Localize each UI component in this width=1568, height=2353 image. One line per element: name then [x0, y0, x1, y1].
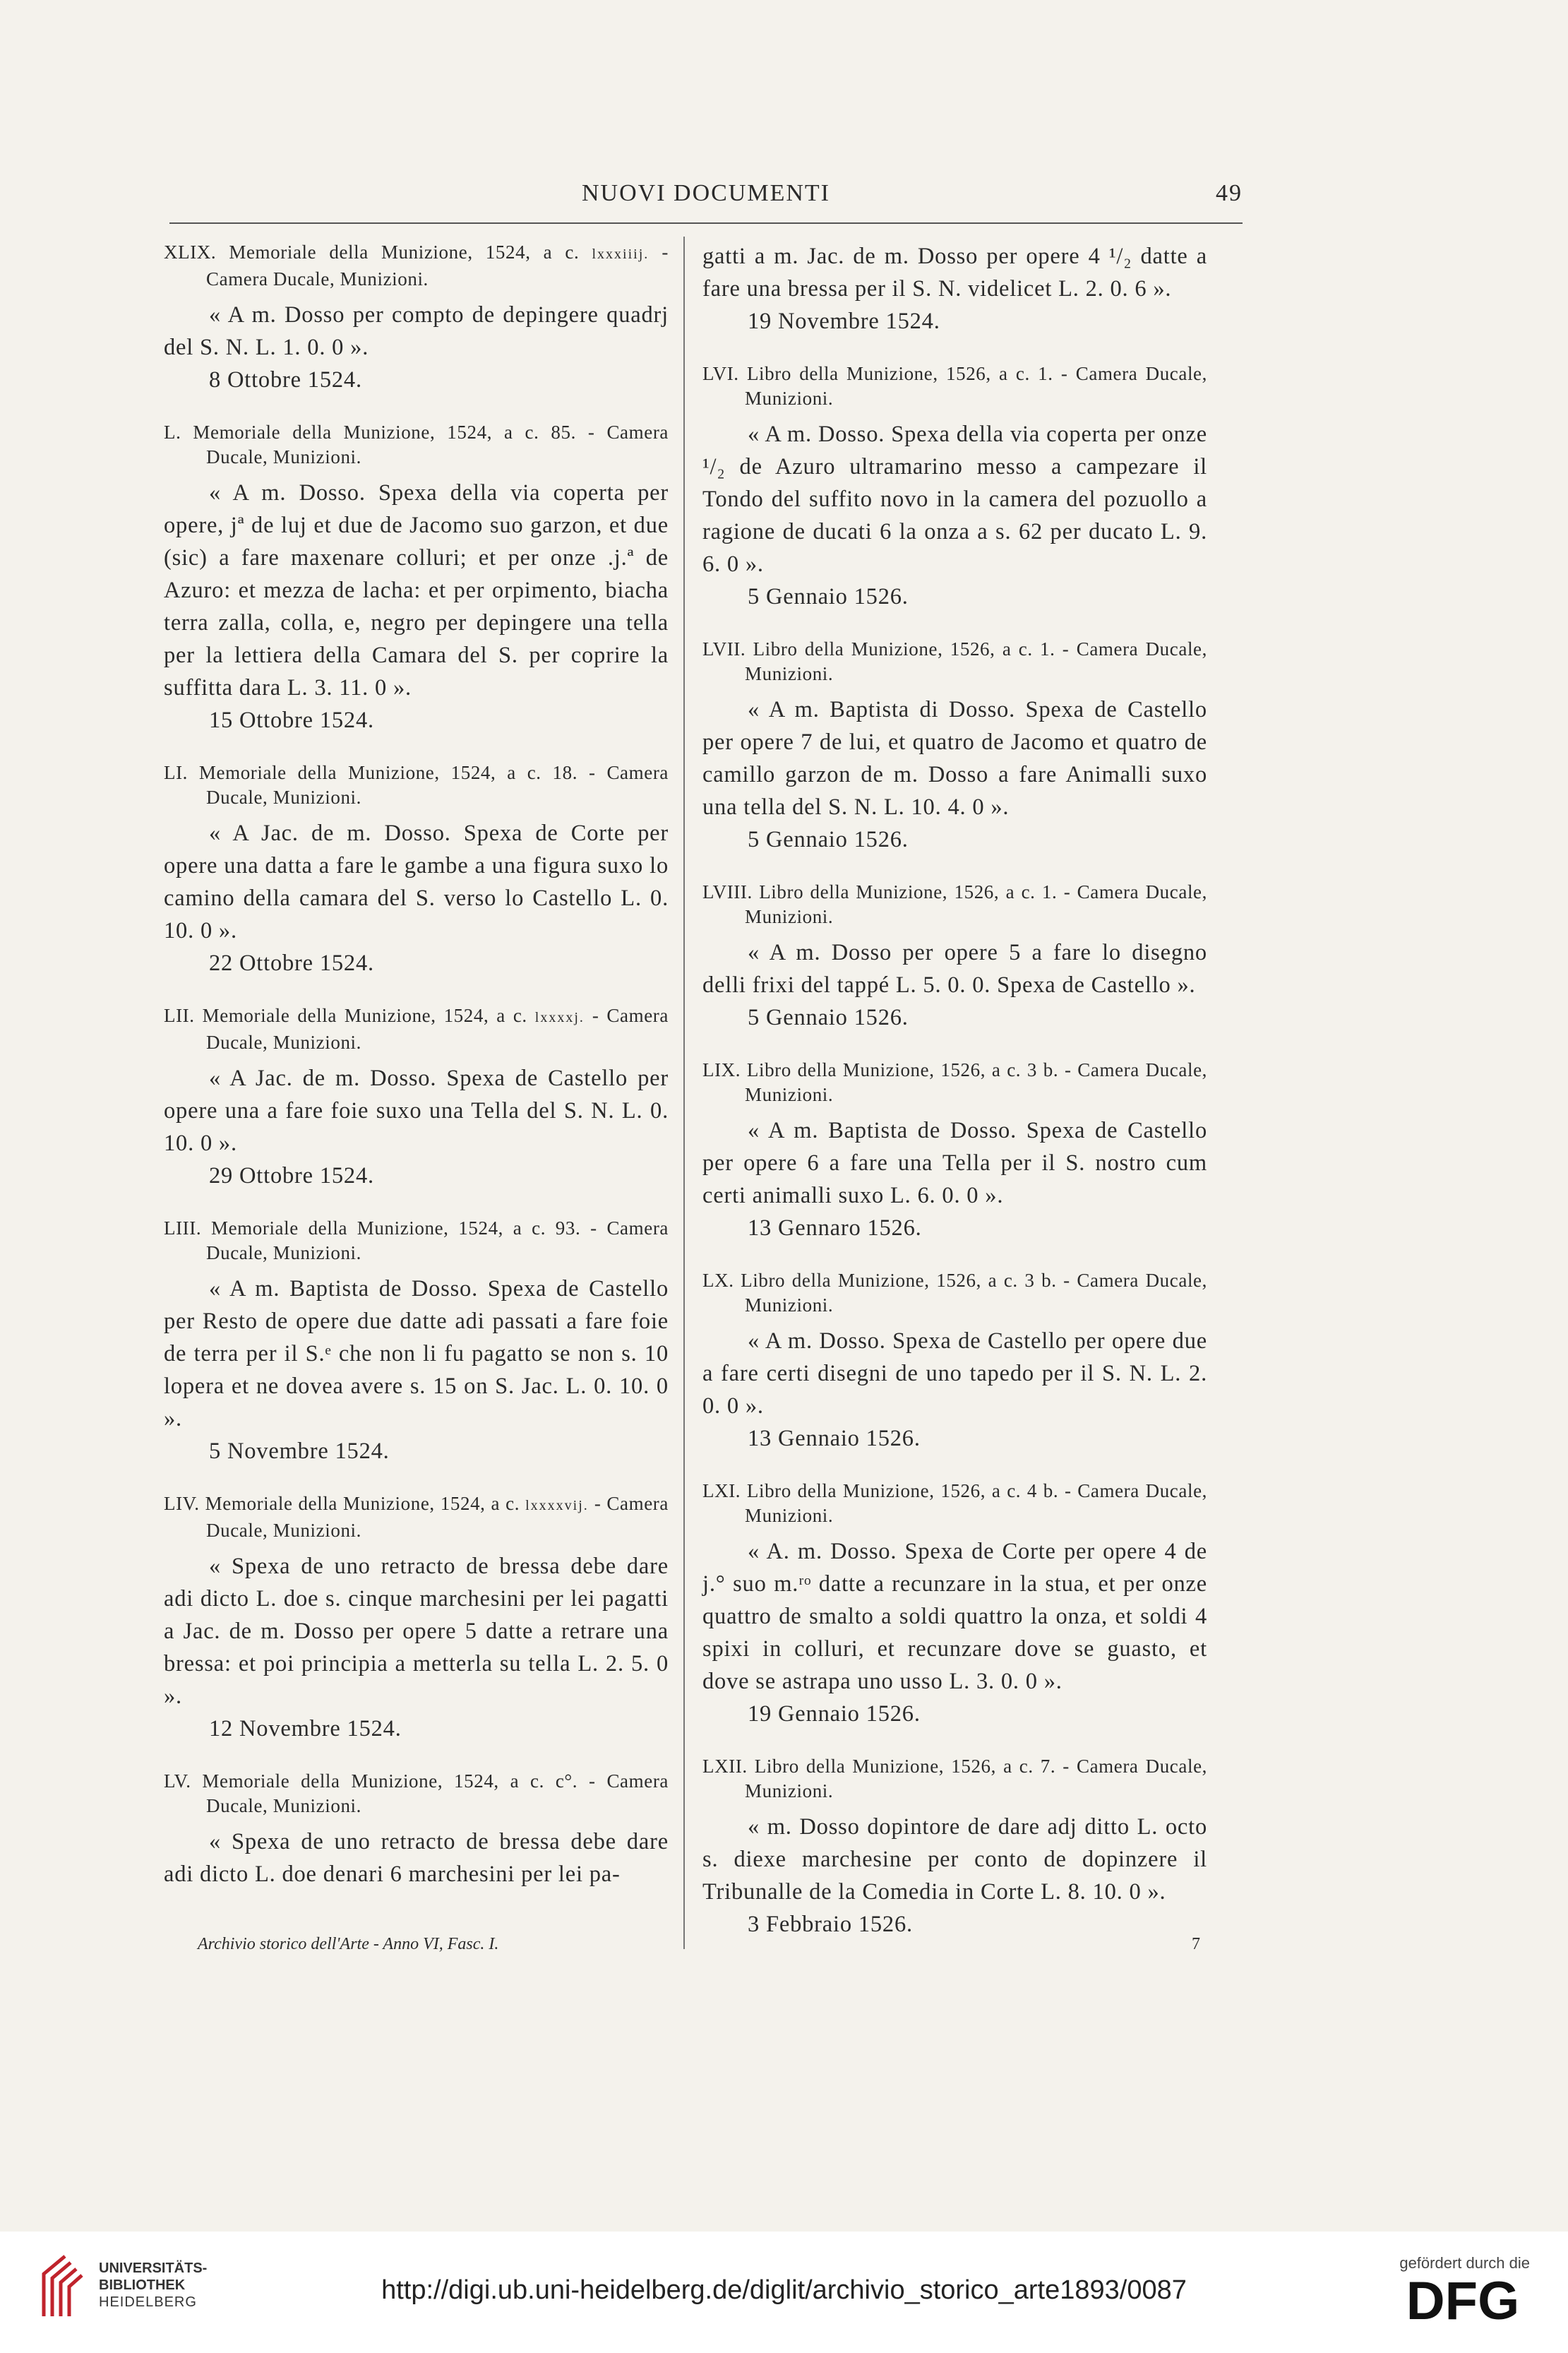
entry-heading-tail: - Camera Ducale, Munizioni. [206, 1493, 669, 1541]
page-footer [198, 1935, 1200, 1963]
document-entry [702, 880, 1207, 1034]
entry-date: 3 Febbraio 1526. [748, 1912, 913, 1937]
entry-heading [164, 761, 669, 810]
entry-heading-text: LI. Memoriale della Munizione, 1524, a c. 18. - Camera Ducale, Munizioni. [164, 762, 669, 808]
entry-heading-text: LVI. Libro della Munizione, 1526, a c. 1. - Camera Ducale, Munizioni. [702, 363, 1207, 409]
entry-heading [164, 1216, 669, 1265]
entry-heading-text: LIII. Memoriale della Munizione, 1524, a c. 93. - Camera Ducale, Munizioni. [164, 1217, 669, 1263]
document-entry [164, 1769, 669, 1890]
entry-date: 29 Ottobre 1524. [209, 1163, 374, 1189]
entry-heading [164, 1491, 669, 1543]
entry-text: « A Jac. de m. Dosso. Spexa de Castello per opere una a fare foie suxo una Tella del S. N. L. 0. 10. 0 ». [164, 1066, 669, 1156]
entry-heading [164, 240, 669, 292]
entry-text: « A. m. Dosso. Spexa de Corte per opere 4 de j.° suo m.ʳᵒ datte a recunzare in la stua, et per onze quattro de smalto a soldi quattro la onza, et soldi 4 spixi in colluri, et recunzare dove se guasto, et dove se astrapa uno usso L. 3. 0. 0 ». [702, 1539, 1207, 1694]
entry-text: gatti a m. Jac. de m. Dosso per opere 4 ¹/₂ datte a fare una bressa per il S. N. videlicet L. 2. 0. 6 ». [702, 244, 1207, 302]
institution-line-1: UNIVERSITÄTS- [99, 2260, 208, 2276]
header-rule [169, 222, 1243, 224]
document-entry [164, 1003, 669, 1192]
left-column [164, 240, 669, 1914]
signature-mark: 7 [1192, 1935, 1200, 1953]
dfg-logo-text: DFG [1406, 2275, 1520, 2325]
entry-heading-text: LII. Memoriale della Munizione, 1524, a c. [164, 1005, 535, 1026]
entry-date: 13 Gennaio 1526. [748, 1426, 921, 1451]
institution-line-3: HEIDELBERG [99, 2294, 197, 2310]
document-entry [164, 1216, 669, 1467]
entry-heading-text: LVII. Libro della Munizione, 1526, a c. 1. - Camera Ducale, Munizioni. [702, 638, 1207, 684]
entry-text: « A Jac. de m. Dosso. Spexa de Corte per opere una datta a fare le gambe a una figura suxo lo camino della camara del S. verso lo Castello L. 0. 10. 0 ». [164, 821, 669, 943]
funder-label: gefördert durch die [1399, 2254, 1530, 2272]
document-entry [702, 1754, 1207, 1941]
entry-heading-text: XLIX. Memoriale della Munizione, 1524, a c. [164, 242, 592, 263]
entry-date: 19 Novembre 1524. [748, 309, 940, 334]
entry-heading-text: LVIII. Libro della Munizione, 1526, a c. 1. - Camera Ducale, Munizioni. [702, 881, 1207, 927]
entry-heading [702, 1058, 1207, 1107]
dfg-logo-icon [1396, 2275, 1530, 2325]
entry-text: « m. Dosso dopintore de dare adj ditto L. octo s. diexe marchesine per conto de dopinzere il Tribunalle de la Comedia in Corte L. 8. 10. 0 ». [702, 1814, 1207, 1905]
right-column [702, 240, 1207, 1965]
document-entry [164, 761, 669, 979]
page-number: 49 [1216, 180, 1243, 206]
entry-heading-folio: lxxxiiij. [592, 246, 650, 262]
entry-heading-text: LIV. Memoriale della Munizione, 1524, a c. [164, 1493, 526, 1514]
document-entry [164, 420, 669, 737]
entry-heading [702, 880, 1207, 929]
entry-heading [702, 1479, 1207, 1528]
journal-citation: Archivio storico dell'Arte - Anno VI, Fasc. I. [198, 1935, 499, 1953]
entry-heading-text: LIX. Libro della Munizione, 1526, a c. 3 b. - Camera Ducale, Munizioni. [702, 1059, 1207, 1105]
entry-date: 12 Novembre 1524. [209, 1716, 402, 1741]
document-entry [702, 240, 1207, 338]
entry-date: 15 Ottobre 1524. [209, 708, 374, 733]
document-entry [164, 240, 669, 396]
document-entry [702, 1479, 1207, 1730]
entry-heading-tail: - Camera Ducale, Munizioni. [206, 242, 669, 290]
entry-text: « A m. Baptista di Dosso. Spexa de Castello per opere 7 de lui, et quatro de Jacomo et quatro de camillo garzon de m. Dosso a fare Animalli suxo una tella del S. N. L. 10. 4. 0 ». [702, 697, 1207, 820]
document-entry [164, 1491, 669, 1745]
entry-heading-text: LV. Memoriale della Munizione, 1524, a c. c°. - Camera Ducale, Munizioni. [164, 1770, 669, 1816]
entry-text: « A m. Dosso per opere 5 a fare lo disegno delli frixi del tappé L. 5. 0. 0. Spexa de Castello ». [702, 940, 1207, 998]
entry-heading-text: LXI. Libro della Munizione, 1526, a c. 4 b. - Camera Ducale, Munizioni. [702, 1480, 1207, 1526]
entry-heading-text: L. Memoriale della Munizione, 1524, a c. 85. - Camera Ducale, Munizioni. [164, 422, 669, 467]
page-title: NUOVI DOCUMENTI [581, 180, 831, 206]
entry-text: « A m. Dosso. Spexa della via coperta per onze ¹/₂ de Azuro ultramarino messo a campezare il Tondo del suffito novo in la camera del pozuollo a ragione de ducati 6 la onza a s. 62 per ducato L. 9. 6. 0 ». [702, 422, 1207, 577]
entry-heading-tail: - Camera Ducale, Munizioni. [206, 1005, 669, 1053]
entry-heading [164, 1769, 669, 1818]
entry-text: « A m. Baptista de Dosso. Spexa de Castello per opere 6 a fare una Tella per il S. nostro cum certi animalli suxo L. 6. 0. 0 ». [702, 1118, 1207, 1208]
entry-heading-text: LXII. Libro della Munizione, 1526, a c. 7. - Camera Ducale, Munizioni. [702, 1756, 1207, 1801]
entry-text: « A m. Dosso. Spexa della via coperta per opere, jª de luj et due de Jacomo suo garzon, et due (sic) a fare maxenare colluri; et per onze .j.ª de Azuro: et mezza de lacha: et per orpimento, biacha terra zalla, colla, e, negro per depingere una tella per la lettiera della Camara del S. per coprire la suffitta dara L. 3. 11. 0 ». [164, 480, 669, 701]
entry-text: « Spexa de uno retracto de bressa debe dare adi dicto L. doe s. cinque marchesini per lei pagatti a Jac. de m. Dosso per opere 5 datte a retrare una bressa: et poi principia a metterla su tella L. 2. 5. 0 ». [164, 1554, 669, 1709]
running-header [169, 173, 1243, 215]
source-url-link[interactable]: http://digi.ub.uni-heidelberg.de/diglit/archivio_storico_arte1893/0087 [381, 2275, 1187, 2305]
entry-heading-folio: lxxxxvij. [525, 1498, 589, 1513]
entry-heading [702, 637, 1207, 686]
document-entry [702, 1058, 1207, 1244]
document-entry [702, 1268, 1207, 1455]
entry-text: « A m. Dosso per compto de depingere quadrj del S. N. L. 1. 0. 0 ». [164, 302, 669, 360]
entry-heading [702, 1268, 1207, 1318]
entry-heading [702, 362, 1207, 411]
column-divider [683, 237, 685, 1949]
entry-date: 5 Gennaio 1526. [748, 584, 909, 609]
entry-heading [702, 1754, 1207, 1804]
entry-date: 13 Gennaro 1526. [748, 1215, 922, 1241]
entry-heading [164, 1003, 669, 1055]
entry-heading-text: LX. Libro della Munizione, 1526, a c. 3 b. - Camera Ducale, Munizioni. [702, 1270, 1207, 1316]
entry-text: « Spexa de uno retracto de bressa debe dare adi dicto L. doe denari 6 marchesini per lei pa- [164, 1829, 669, 1887]
institution-line-2: BIBLIOTHEK [99, 2277, 186, 2293]
document-entry [702, 362, 1207, 613]
entry-text: « A m. Dosso. Spexa de Castello per opere due a fare certi disegni de uno tapedo per il S. N. L. 2. 0. 0 ». [702, 1328, 1207, 1419]
entry-date: 5 Gennaio 1526. [748, 1005, 909, 1030]
entry-heading [164, 420, 669, 470]
entry-date: 8 Ottobre 1524. [209, 367, 362, 393]
entry-date: 22 Ottobre 1524. [209, 951, 374, 976]
document-entry [702, 637, 1207, 856]
entry-text: « A m. Baptista de Dosso. Spexa de Castello per Resto de opere due datte adi passati a fare foie de terra per il S.ᵉ che non li fu pagatto se non s. 10 lopera et ne dovea avere s. 15 on S. Jac. L. 0. 10. 0 ». [164, 1276, 669, 1431]
entry-date: 5 Novembre 1524. [209, 1438, 390, 1464]
entry-heading-folio: lxxxxj. [534, 1010, 585, 1025]
entry-date: 5 Gennaio 1526. [748, 827, 909, 852]
entry-date: 19 Gennaio 1526. [748, 1701, 921, 1727]
